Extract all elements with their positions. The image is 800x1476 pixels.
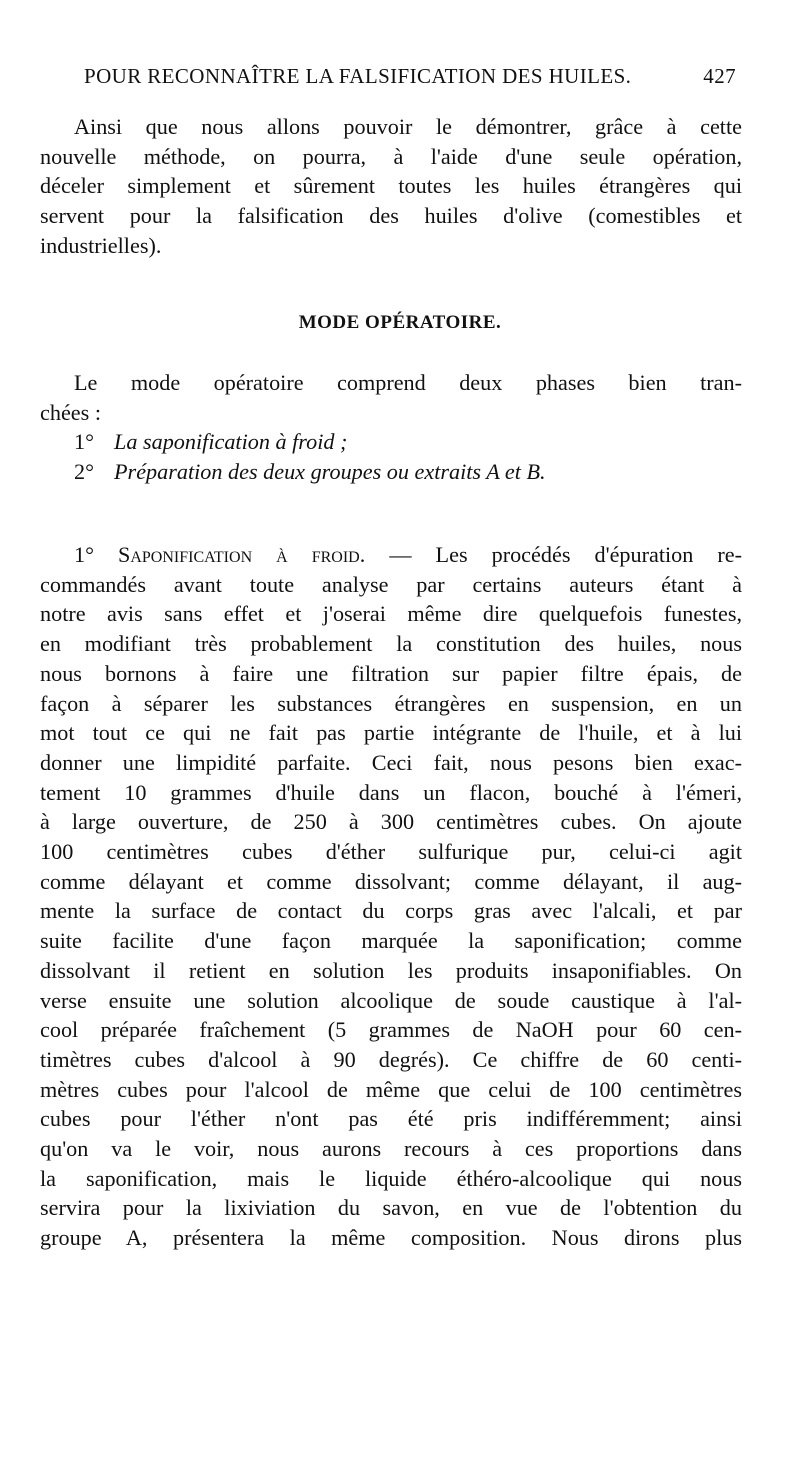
text-line: servent pour la falsification des huiles d'olive (comestibles et xyxy=(40,203,742,229)
text-line: nous bornons à faire une filtration sur papier filtre épais, de xyxy=(40,660,742,686)
paragraph-saponification xyxy=(40,540,742,1253)
text-line: 100 centimètres cubes d'éther sulfurique pur, celui-ci agit xyxy=(40,839,742,865)
lead-number: 1° xyxy=(74,542,94,567)
lead-rest: — Les procédés d'épuration re- xyxy=(389,542,743,567)
text-line: déceler simplement et sûrement toutes les huiles étrangères qui xyxy=(40,173,742,199)
page-number: 427 xyxy=(703,64,736,88)
text-line-lead xyxy=(40,540,742,570)
text-line: groupe A, présentera la même composition. Nous dirons plus xyxy=(40,1225,742,1251)
text-line: donner une limpidité parfaite. Ceci fait, nous pesons bien exac- xyxy=(40,749,742,775)
text-line: suite facilite d'une façon marquée la saponification; comme xyxy=(40,928,742,954)
text-line: comme délayant et comme dissolvant; comme délayant, il aug- xyxy=(40,868,742,894)
list-item xyxy=(40,427,742,457)
text-line: servira pour la lixiviation du savon, en vue de l'obtention du xyxy=(40,1195,742,1221)
list-item-number: 2° xyxy=(74,459,94,485)
list-item-text: La saponification à froid ; xyxy=(114,429,348,455)
text-line: Le mode opératoire comprend deux phases bien tran- xyxy=(74,370,742,395)
text-line: tement 10 grammes d'huile dans un flacon, bouché à l'émeri, xyxy=(40,779,742,805)
text-line: la saponification, mais le liquide éthéro-alcoolique qui nous xyxy=(40,1165,742,1191)
list-item-text: Préparation des deux groupes ou extraits A et B. xyxy=(114,459,546,485)
text-line: mot tout ce qui ne fait pas partie intégrante de l'huile, et à lui xyxy=(40,720,742,746)
text-line: nouvelle méthode, on pourra, à l'aide d'une seule opération, xyxy=(40,143,742,169)
running-header xyxy=(84,64,736,89)
text-line: chées : xyxy=(40,399,101,425)
text-line: industrielles). xyxy=(40,232,162,258)
text-line: dissolvant il retient en solution les produits insaponifiables. On xyxy=(40,957,742,983)
running-title: POUR RECONNAÎTRE LA FALSIFICATION DES HUILES. xyxy=(84,64,632,88)
text-line: en modifiant très probablement la constitution des huiles, nous xyxy=(40,631,742,657)
text-line: notre avis sans effet et j'oserai même dire quelquefois funestes, xyxy=(40,601,742,627)
text-line: mètres cubes pour l'alcool de même que celui de 100 centimètres xyxy=(40,1076,742,1102)
text-line: commandés avant toute analyse par certains auteurs étant à xyxy=(40,571,742,597)
text-line: à large ouverture, de 250 à 300 centimètres cubes. On ajoute xyxy=(40,809,742,835)
lead-title: Saponification à froid. xyxy=(118,542,366,567)
text-line: verse ensuite une solution alcoolique de soude caustique à l'al- xyxy=(40,987,742,1013)
text-line: Ainsi que nous allons pouvoir le démontrer, grâce à cette xyxy=(74,114,742,139)
text-line: cool préparée fraîchement (5 grammes de NaOH pour 60 cen- xyxy=(40,1017,742,1043)
text-line: timètres cubes d'alcool à 90 degrés). Ce chiffre de 60 centi- xyxy=(40,1046,742,1072)
text-line: façon à séparer les substances étrangères en suspension, en un xyxy=(40,690,742,716)
text-line: mente la surface de contact du corps gras avec l'alcali, et par xyxy=(40,898,742,924)
paragraph-intro xyxy=(40,112,742,261)
list-item xyxy=(40,457,742,487)
text-line: qu'on va le voir, nous aurons recours à ces proportions dans xyxy=(40,1136,742,1162)
list-item-number: 1° xyxy=(74,429,94,455)
text-line: cubes pour l'éther n'ont pas été pris indifféremment; ainsi xyxy=(40,1106,742,1132)
paragraph-mode xyxy=(40,368,742,487)
section-heading: MODE OPÉRATOIRE. xyxy=(298,312,502,333)
